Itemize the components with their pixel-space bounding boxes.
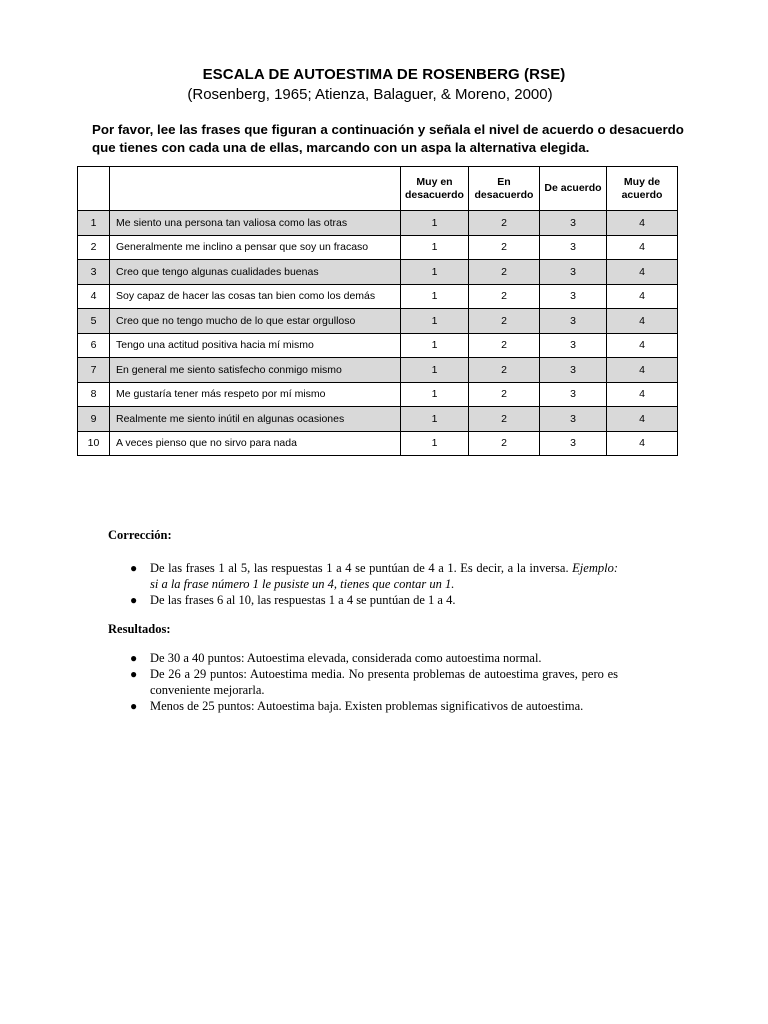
table-row xyxy=(78,333,678,358)
header-en-desacuerdo: En desacuerdo xyxy=(469,167,540,211)
list-item xyxy=(108,592,618,608)
answer-option-cell[interactable]: 2 xyxy=(469,431,540,456)
row-statement: Creo que no tengo mucho de lo que estar orgulloso xyxy=(110,309,401,334)
row-statement: Creo que tengo algunas cualidades buenas xyxy=(110,260,401,285)
row-statement: Soy capaz de hacer las cosas tan bien como los demás xyxy=(110,284,401,309)
resultados-item-text: De 30 a 40 puntos: Autoestima elevada, considerada como autoestima normal. xyxy=(150,651,542,665)
answer-option-cell[interactable]: 1 xyxy=(401,333,469,358)
answer-option-cell[interactable]: 3 xyxy=(540,211,607,236)
list-item xyxy=(108,560,618,592)
row-number: 10 xyxy=(78,431,110,456)
bullet-icon: ● xyxy=(130,699,138,713)
answer-option-cell[interactable]: 2 xyxy=(469,407,540,432)
resultados-heading: Resultados: xyxy=(108,622,171,636)
answer-option-cell[interactable]: 4 xyxy=(607,260,678,285)
answer-option-cell[interactable]: 2 xyxy=(469,284,540,309)
correccion-list xyxy=(108,560,618,608)
rse-table xyxy=(77,166,678,456)
correccion-heading: Corrección: xyxy=(108,528,172,542)
answer-option-cell[interactable]: 3 xyxy=(540,382,607,407)
correccion-example: Ejemplo: si a la frase número 1 le pusiste un 4, tienes que contar un 1. xyxy=(150,561,618,591)
table-row xyxy=(78,358,678,383)
table-row xyxy=(78,309,678,334)
answer-option-cell[interactable]: 3 xyxy=(540,407,607,432)
row-statement: En general me siento satisfecho conmigo mismo xyxy=(110,358,401,383)
bullet-icon: ● xyxy=(130,593,138,607)
row-number: 5 xyxy=(78,309,110,334)
answer-option-cell[interactable]: 1 xyxy=(401,284,469,309)
row-number: 3 xyxy=(78,260,110,285)
answer-option-cell[interactable]: 2 xyxy=(469,235,540,260)
row-number: 4 xyxy=(78,284,110,309)
correccion-item-text: De las frases 1 al 5, las respuestas 1 a 4 se puntúan de 4 a 1. Es decir, a la inversa. xyxy=(150,561,569,575)
answer-option-cell[interactable]: 4 xyxy=(607,211,678,236)
document-title: ESCALA DE AUTOESTIMA DE ROSENBERG (RSE) xyxy=(202,66,566,83)
answer-option-cell[interactable]: 1 xyxy=(401,309,469,334)
answer-option-cell[interactable]: 4 xyxy=(607,309,678,334)
answer-option-cell[interactable]: 4 xyxy=(607,407,678,432)
table-row xyxy=(78,431,678,456)
resultados-list xyxy=(108,650,618,714)
list-item xyxy=(108,698,618,714)
table-header-row xyxy=(78,167,678,211)
answer-option-cell[interactable]: 4 xyxy=(607,358,678,383)
answer-option-cell[interactable]: 2 xyxy=(469,309,540,334)
table-row xyxy=(78,407,678,432)
answer-option-cell[interactable]: 3 xyxy=(540,431,607,456)
answer-option-cell[interactable]: 1 xyxy=(401,382,469,407)
answer-option-cell[interactable]: 3 xyxy=(540,260,607,285)
bullet-icon: ● xyxy=(130,561,138,575)
answer-option-cell[interactable]: 1 xyxy=(401,235,469,260)
answer-option-cell[interactable]: 3 xyxy=(540,309,607,334)
answer-option-cell[interactable]: 3 xyxy=(540,284,607,309)
answer-option-cell[interactable]: 4 xyxy=(607,284,678,309)
answer-option-cell[interactable]: 1 xyxy=(401,431,469,456)
header-muy-de-acuerdo: Muy de acuerdo xyxy=(607,167,678,211)
table-row xyxy=(78,211,678,236)
resultados-section xyxy=(108,622,618,637)
answer-option-cell[interactable]: 2 xyxy=(469,333,540,358)
table-row xyxy=(78,284,678,309)
document-subtitle: (Rosenberg, 1965; Atienza, Balaguer, & Moreno, 2000) xyxy=(187,86,553,103)
list-item xyxy=(108,666,618,698)
row-statement: Realmente me siento inútil en algunas ocasiones xyxy=(110,407,401,432)
row-number: 6 xyxy=(78,333,110,358)
header-number-cell xyxy=(78,167,110,211)
answer-option-cell[interactable]: 1 xyxy=(401,260,469,285)
answer-option-cell[interactable]: 2 xyxy=(469,382,540,407)
answer-option-cell[interactable]: 1 xyxy=(401,358,469,383)
table-row xyxy=(78,260,678,285)
instructions: Por favor, lee las frases que figuran a continuación y señala el nivel de acuerdo o desacuerdo que tienes con cada una de ellas, marcando con un aspa la alternativa elegida. xyxy=(92,122,684,155)
row-number: 1 xyxy=(78,211,110,236)
row-number: 9 xyxy=(78,407,110,432)
correccion-section xyxy=(108,528,618,543)
list-item xyxy=(108,650,618,666)
bullet-icon: ● xyxy=(130,651,138,665)
answer-option-cell[interactable]: 4 xyxy=(607,382,678,407)
row-statement: Tengo una actitud positiva hacia mí mismo xyxy=(110,333,401,358)
row-statement: Me siento una persona tan valiosa como las otras xyxy=(110,211,401,236)
answer-option-cell[interactable]: 4 xyxy=(607,235,678,260)
row-statement: A veces pienso que no sirvo para nada xyxy=(110,431,401,456)
answer-option-cell[interactable]: 2 xyxy=(469,358,540,383)
row-number: 7 xyxy=(78,358,110,383)
row-number: 8 xyxy=(78,382,110,407)
resultados-item-text: Menos de 25 puntos: Autoestima baja. Existen problemas significativos de autoestima. xyxy=(150,699,584,713)
header-statement-cell xyxy=(110,167,401,211)
answer-option-cell[interactable]: 1 xyxy=(401,407,469,432)
resultados-item-text: De 26 a 29 puntos: Autoestima media. No presenta problemas de autoestima graves, pero es conveniente mejorarla. xyxy=(150,667,618,697)
table-row xyxy=(78,235,678,260)
answer-option-cell[interactable]: 4 xyxy=(607,431,678,456)
answer-option-cell[interactable]: 3 xyxy=(540,235,607,260)
bullet-icon: ● xyxy=(130,667,138,681)
header-de-acuerdo: De acuerdo xyxy=(540,167,607,211)
row-statement: Me gustaría tener más respeto por mí mismo xyxy=(110,382,401,407)
correccion-item-text: De las frases 6 al 10, las respuestas 1 a 4 se puntúan de 1 a 4. xyxy=(150,593,456,607)
answer-option-cell[interactable]: 4 xyxy=(607,333,678,358)
answer-option-cell[interactable]: 1 xyxy=(401,211,469,236)
row-statement: Generalmente me inclino a pensar que soy un fracaso xyxy=(110,235,401,260)
answer-option-cell[interactable]: 3 xyxy=(540,358,607,383)
answer-option-cell[interactable]: 3 xyxy=(540,333,607,358)
row-number: 2 xyxy=(78,235,110,260)
answer-option-cell[interactable]: 2 xyxy=(469,211,540,236)
table-row xyxy=(78,382,678,407)
answer-option-cell[interactable]: 2 xyxy=(469,260,540,285)
header-muy-en-desacuerdo: Muy en desacuerdo xyxy=(401,167,469,211)
